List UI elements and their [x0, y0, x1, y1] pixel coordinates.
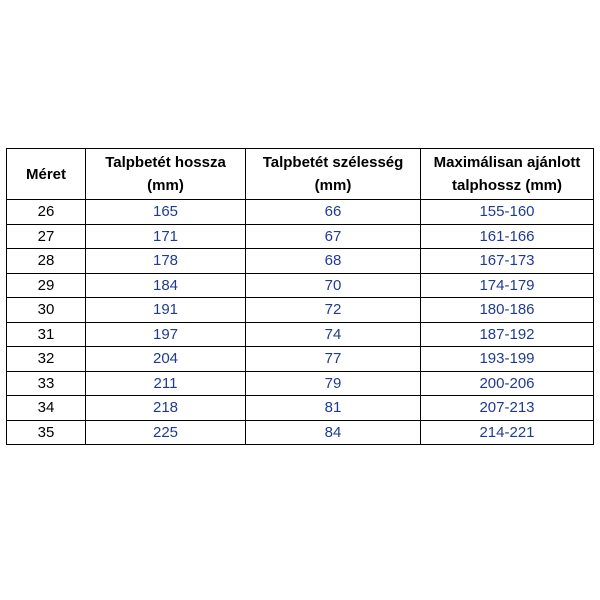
- table-row: [7, 420, 594, 445]
- size-cell: 26: [7, 200, 86, 225]
- insole-width-cell: 84: [246, 420, 421, 445]
- max-foot-length-cell: 155-160: [421, 200, 594, 225]
- size-cell: 32: [7, 347, 86, 372]
- size-cell: 34: [7, 396, 86, 421]
- header-size: Méret: [7, 149, 86, 200]
- max-foot-length-cell: 193-199: [421, 347, 594, 372]
- insole-width-cell: 67: [246, 224, 421, 249]
- max-foot-length-cell: 174-179: [421, 273, 594, 298]
- insole-length-cell: 191: [86, 298, 246, 323]
- table-row: [7, 273, 594, 298]
- size-cell: 31: [7, 322, 86, 347]
- insole-length-cell: 184: [86, 273, 246, 298]
- max-foot-length-cell: 187-192: [421, 322, 594, 347]
- insole-length-cell: 178: [86, 249, 246, 274]
- size-cell: 30: [7, 298, 86, 323]
- insole-length-cell: 165: [86, 200, 246, 225]
- header-insole-width: Talpbetét szélesség (mm): [246, 149, 421, 200]
- table-row: [7, 396, 594, 421]
- max-foot-length-cell: 167-173: [421, 249, 594, 274]
- insole-width-cell: 66: [246, 200, 421, 225]
- insole-length-cell: 211: [86, 371, 246, 396]
- insole-width-cell: 77: [246, 347, 421, 372]
- insole-width-cell: 81: [246, 396, 421, 421]
- table-body: [7, 200, 594, 445]
- insole-width-cell: 72: [246, 298, 421, 323]
- table-row: [7, 249, 594, 274]
- table-row: [7, 200, 594, 225]
- size-cell: 28: [7, 249, 86, 274]
- size-cell: 29: [7, 273, 86, 298]
- insole-length-cell: 197: [86, 322, 246, 347]
- max-foot-length-cell: 214-221: [421, 420, 594, 445]
- insole-width-cell: 68: [246, 249, 421, 274]
- table-row: [7, 298, 594, 323]
- size-chart: [6, 148, 593, 445]
- insole-length-cell: 204: [86, 347, 246, 372]
- size-cell: 33: [7, 371, 86, 396]
- size-cell: 35: [7, 420, 86, 445]
- header-row: [7, 149, 594, 200]
- insole-length-cell: 171: [86, 224, 246, 249]
- insole-width-cell: 74: [246, 322, 421, 347]
- max-foot-length-cell: 200-206: [421, 371, 594, 396]
- table-row: [7, 347, 594, 372]
- insole-width-cell: 79: [246, 371, 421, 396]
- insole-width-cell: 70: [246, 273, 421, 298]
- size-cell: 27: [7, 224, 86, 249]
- max-foot-length-cell: 207-213: [421, 396, 594, 421]
- table-row: [7, 322, 594, 347]
- header-max-foot-length: Maximálisan ajánlott talphossz (mm): [421, 149, 594, 200]
- size-table: [6, 148, 594, 445]
- insole-length-cell: 218: [86, 396, 246, 421]
- insole-length-cell: 225: [86, 420, 246, 445]
- max-foot-length-cell: 161-166: [421, 224, 594, 249]
- max-foot-length-cell: 180-186: [421, 298, 594, 323]
- header-insole-length: Talpbetét hossza (mm): [86, 149, 246, 200]
- table-row: [7, 224, 594, 249]
- table-row: [7, 371, 594, 396]
